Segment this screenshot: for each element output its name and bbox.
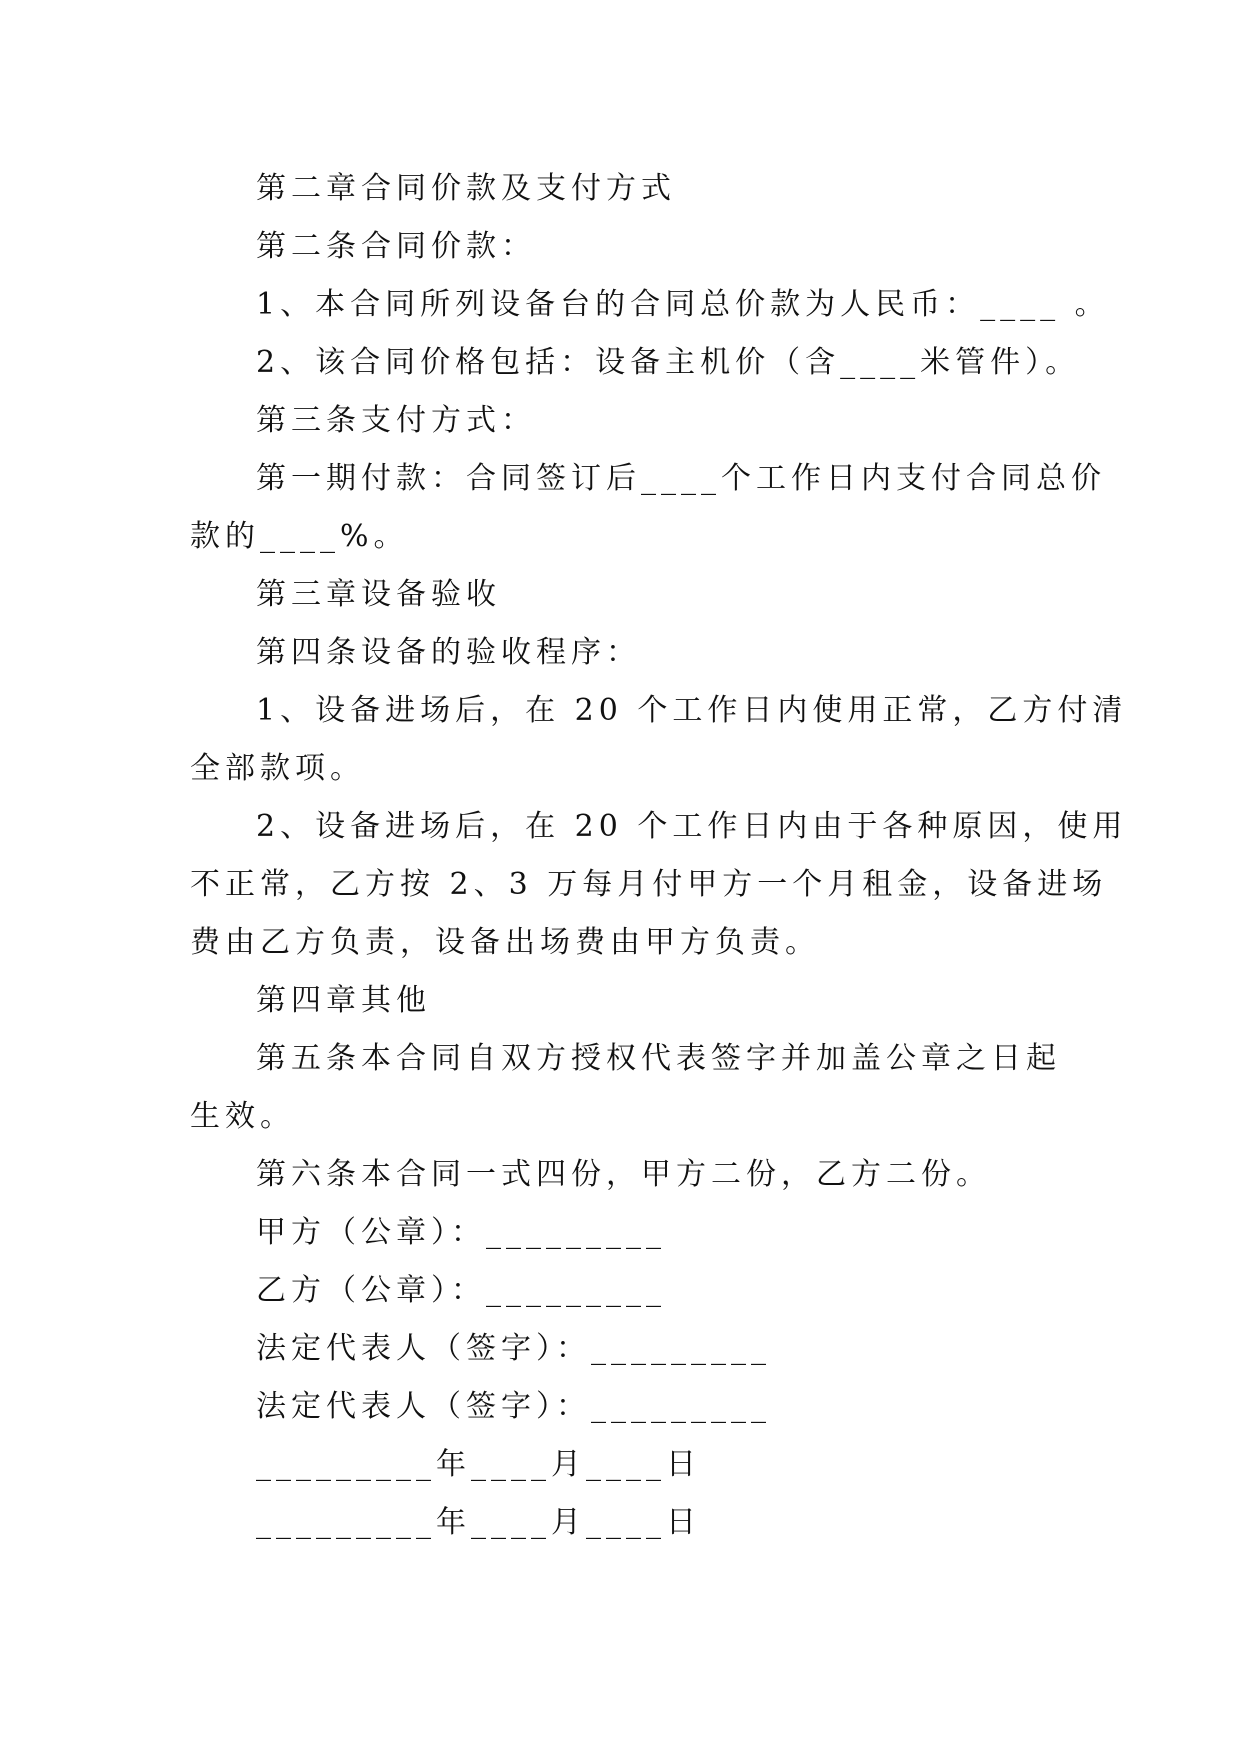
article-5-line-2: 生效。	[190, 1099, 295, 1134]
party-a-seal-field: 甲方（公章）：_________	[256, 1215, 666, 1250]
article-2-item-2: 2、该合同价格包括：设备主机价（含____米管件）。	[256, 345, 1081, 380]
article-4-item-2-line-2: 不正常，乙方按 2、3 万每月付甲方一个月租金，设备进场	[190, 867, 1108, 902]
party-b-seal-field: 乙方（公章）：_________	[256, 1273, 666, 1308]
article-4-heading: 第四条设备的验收程序：	[256, 635, 641, 670]
chapter-2-heading: 第二章合同价款及支付方式	[256, 171, 676, 206]
date-field-b: _________年____月____日	[256, 1505, 701, 1540]
article-2-item-1: 1、本合同所列设备台的合同总价款为人民币：____ 。	[256, 287, 1110, 322]
first-payment-line-1: 第一期付款：合同签订后____个工作日内支付合同总价	[256, 461, 1106, 496]
article-3-heading: 第三条支付方式：	[256, 403, 536, 438]
legal-representative-signature-field-a: 法定代表人（签字）：_________	[256, 1331, 771, 1366]
article-4-item-2-line-3: 费由乙方负责，设备出场费由甲方负责。	[190, 925, 820, 960]
article-6: 第六条本合同一式四份，甲方二份，乙方二份。	[256, 1157, 991, 1192]
date-field-a: _________年____月____日	[256, 1447, 701, 1482]
legal-representative-signature-field-b: 法定代表人（签字）：_________	[256, 1389, 771, 1424]
chapter-3-heading: 第三章设备验收	[256, 577, 501, 612]
article-4-item-1-line-2: 全部款项。	[190, 751, 365, 786]
article-4-item-2-line-1: 2、设备进场后，在 20 个工作日内由于各种原因，使用	[256, 809, 1128, 844]
article-5-line-1: 第五条本合同自双方授权代表签字并加盖公章之日起	[256, 1041, 1061, 1076]
article-4-item-1-line-1: 1、设备进场后，在 20 个工作日内使用正常，乙方付清	[256, 693, 1128, 728]
article-2-heading: 第二条合同价款：	[256, 229, 536, 264]
contract-body	[190, 160, 1128, 1552]
chapter-4-heading: 第四章其他	[256, 983, 431, 1018]
first-payment-line-2: 款的____%。	[190, 519, 409, 554]
